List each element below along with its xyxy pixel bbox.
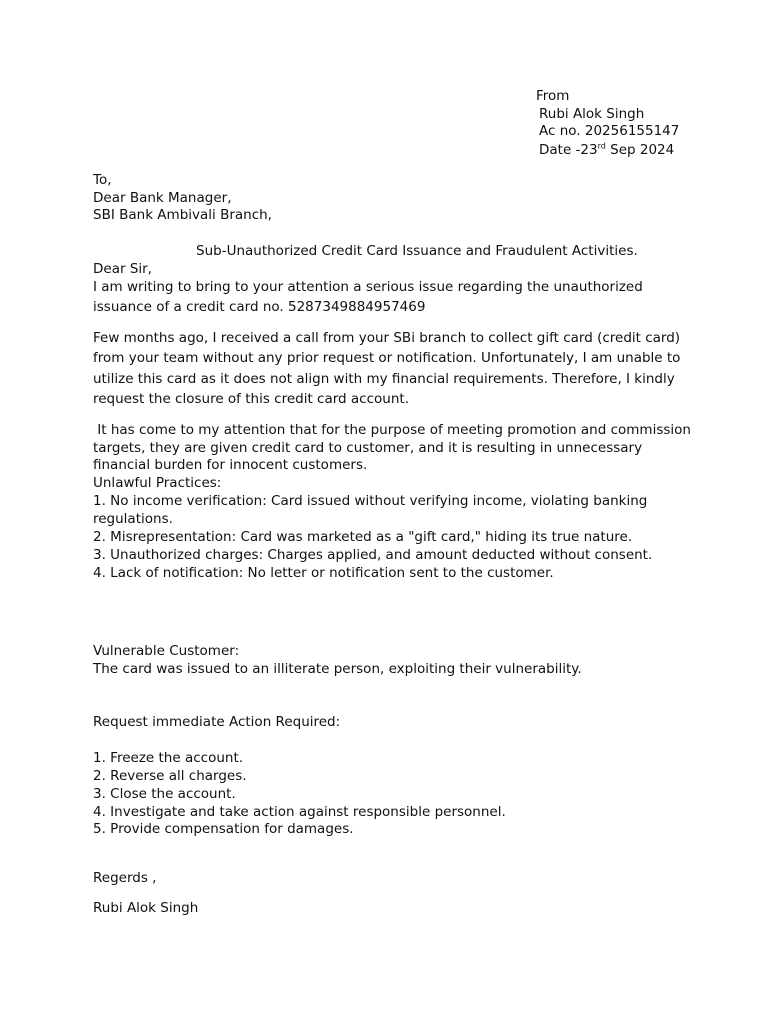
paragraph-line: financial burden for innocent customers. — [93, 457, 368, 473]
regards-line: Regerds , — [93, 870, 157, 886]
intro-line: issuance of a credit card no. 5287349884957469 — [93, 299, 426, 315]
paragraph-line: from your team without any prior request or notification. Unfortunately, I am unable to — [93, 350, 681, 366]
from-label: From — [536, 88, 570, 104]
list-item: 4. Lack of notification: No letter or notification sent to the customer. — [93, 565, 554, 581]
account-number: Ac no. 20256155147 — [539, 123, 680, 139]
paragraph-line: utilize this card as it does not align with my financial requirements. Therefore, I kindly — [93, 371, 675, 387]
to-label: To, — [93, 172, 112, 188]
subject-line: Sub-Unauthorized Credit Card Issuance and Fraudulent Activities. — [196, 243, 638, 259]
paragraph-line: Few months ago, I received a call from your SBi branch to collect gift card (credit card) — [93, 330, 681, 346]
sender-name: Rubi Alok Singh — [539, 106, 645, 122]
intro-line: I am writing to bring to your attention a serious issue regarding the unauthorized — [93, 279, 643, 295]
list-item: 3. Close the account. — [93, 786, 236, 802]
recipient-branch: SBI Bank Ambivali Branch, — [93, 207, 272, 223]
paragraph-line: targets, they are given credit card to customer, and it is resulting in unnecessary — [93, 440, 643, 456]
vulnerable-heading: Vulnerable Customer: — [93, 643, 240, 659]
unlawful-heading: Unlawful Practices: — [93, 475, 222, 491]
salutation: Dear Sir, — [93, 261, 152, 277]
list-item: 3. Unauthorized charges: Charges applied, and amount deducted without consent. — [93, 547, 653, 563]
date-prefix: Date -23 — [539, 142, 598, 158]
list-item: 2. Misrepresentation: Card was marketed as a "gift card," hiding its true nature. — [93, 529, 633, 545]
date-suffix: Sep 2024 — [605, 142, 675, 158]
request-heading: Request immediate Action Required: — [93, 714, 341, 730]
recipient-title: Dear Bank Manager, — [93, 190, 232, 206]
vulnerable-text: The card was issued to an illiterate person, exploiting their vulnerability. — [93, 661, 582, 677]
signature-name: Rubi Alok Singh — [93, 900, 199, 916]
list-item: 1. No income verification: Card issued without verifying income, violating banking — [93, 493, 648, 509]
date-ordinal: rd — [597, 141, 606, 151]
list-item: regulations. — [93, 511, 173, 527]
paragraph-line: It has come to my attention that for the purpose of meeting promotion and commission — [93, 422, 691, 438]
list-item: 5. Provide compensation for damages. — [93, 821, 354, 837]
list-item: 4. Investigate and take action against responsible personnel. — [93, 804, 506, 820]
list-item: 2. Reverse all charges. — [93, 768, 247, 784]
paragraph-line: request the closure of this credit card account. — [93, 391, 409, 407]
list-item: 1. Freeze the account. — [93, 750, 244, 766]
letter-date — [539, 141, 674, 159]
